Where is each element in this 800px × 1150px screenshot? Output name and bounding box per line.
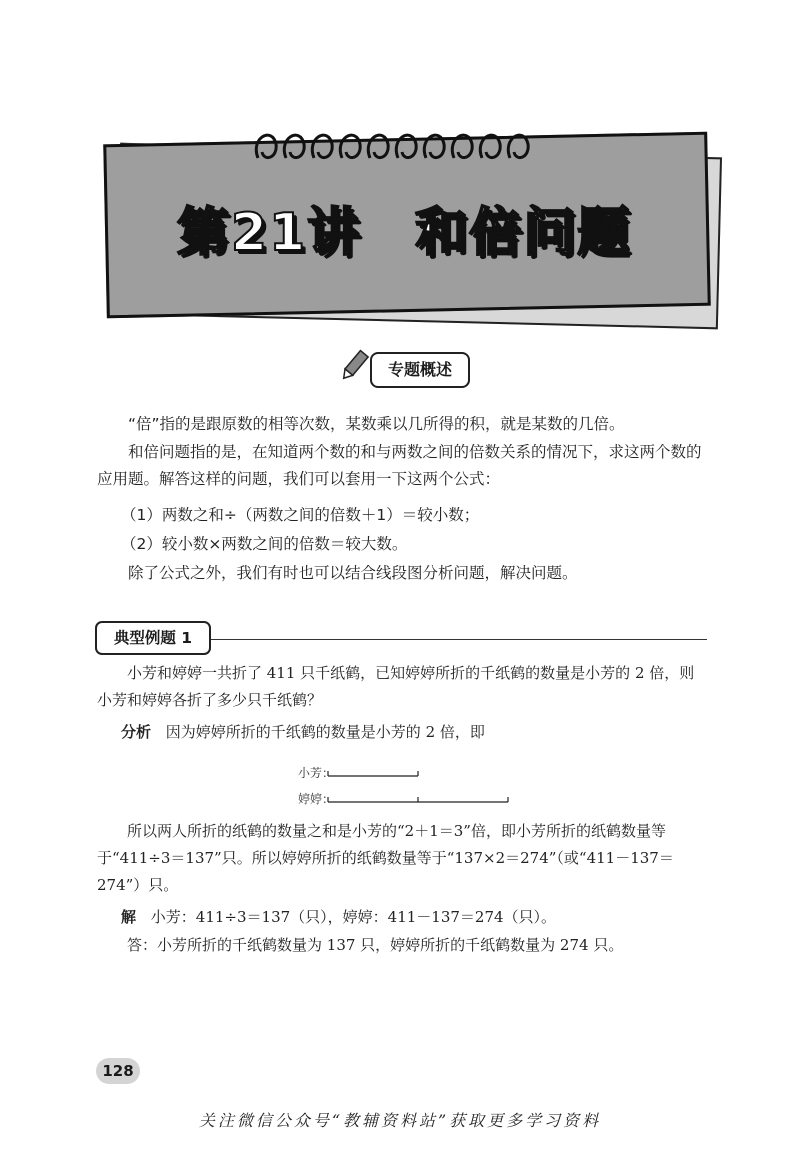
solution-line xyxy=(121,904,733,931)
example-question: 小芳和婷婷一共折了 411 只千纸鹤，已知婷婷所折的千纸鹤的数量是小芳的 2 倍，则小芳和婷婷各折了多少只千纸鹤？ xyxy=(97,664,695,709)
analysis-label: 分析 xyxy=(121,723,152,741)
footer-note: 关注微信公众号“教辅资料站”获取更多学习资料 xyxy=(198,1111,602,1130)
segment-diagram xyxy=(326,764,516,808)
segment-label-tingting: 婷婷： xyxy=(298,792,335,806)
section-label: 专题概述 xyxy=(370,352,470,388)
solution-text: 小芳：411÷3＝137（只），婷婷：411－137＝274（只）。 xyxy=(150,908,557,926)
overview-paragraph-3: 除了公式之外，我们有时也可以结合线段图分析问题，解决问题。 xyxy=(128,564,578,582)
pencil-icon xyxy=(338,348,370,384)
page-title: 第21讲 和倍问题 xyxy=(176,203,632,263)
segment-label-xiaofang: 小芳： xyxy=(298,766,335,780)
example-tag: 典型例题 1 xyxy=(95,621,211,655)
reasoning-text: 所以两人所折的纸鹤的数量之和是小芳的“2＋1＝3”倍，即小芳所折的纸鹤数量等于“411÷3＝137”只。所以婷婷所折的纸鹤数量等于“137×2＝274”（或“411－137＝274”）只。 xyxy=(97,822,674,894)
solution-label: 解 xyxy=(121,908,137,926)
spiral-binding-icon xyxy=(250,118,540,178)
overview-paragraph-1: “倍”指的是跟原数的相等次数，某数乘以几所得的积，就是某数的几倍。 xyxy=(128,415,625,433)
overview-paragraph-2: 和倍问题指的是，在知道两个数的和与两数之间的倍数关系的情况下，求这两个数的应用题。解答这样的问题，我们可以套用一下这两个公式： xyxy=(97,443,702,488)
formula-2: （2）较小数×两数之间的倍数＝较大数。 xyxy=(121,535,408,553)
analysis-text: 因为婷婷所折的千纸鹤的数量是小芳的 2 倍，即 xyxy=(165,723,485,741)
answer-text: 答：小芳所折的千纸鹤数量为 137 只，婷婷所折的千纸鹤数量为 274 只。 xyxy=(127,936,624,954)
formula-1: （1）两数之和÷（两数之间的倍数＋1）＝较小数； xyxy=(121,506,480,524)
page-number: 128 xyxy=(96,1058,140,1084)
analysis-line xyxy=(121,719,733,746)
